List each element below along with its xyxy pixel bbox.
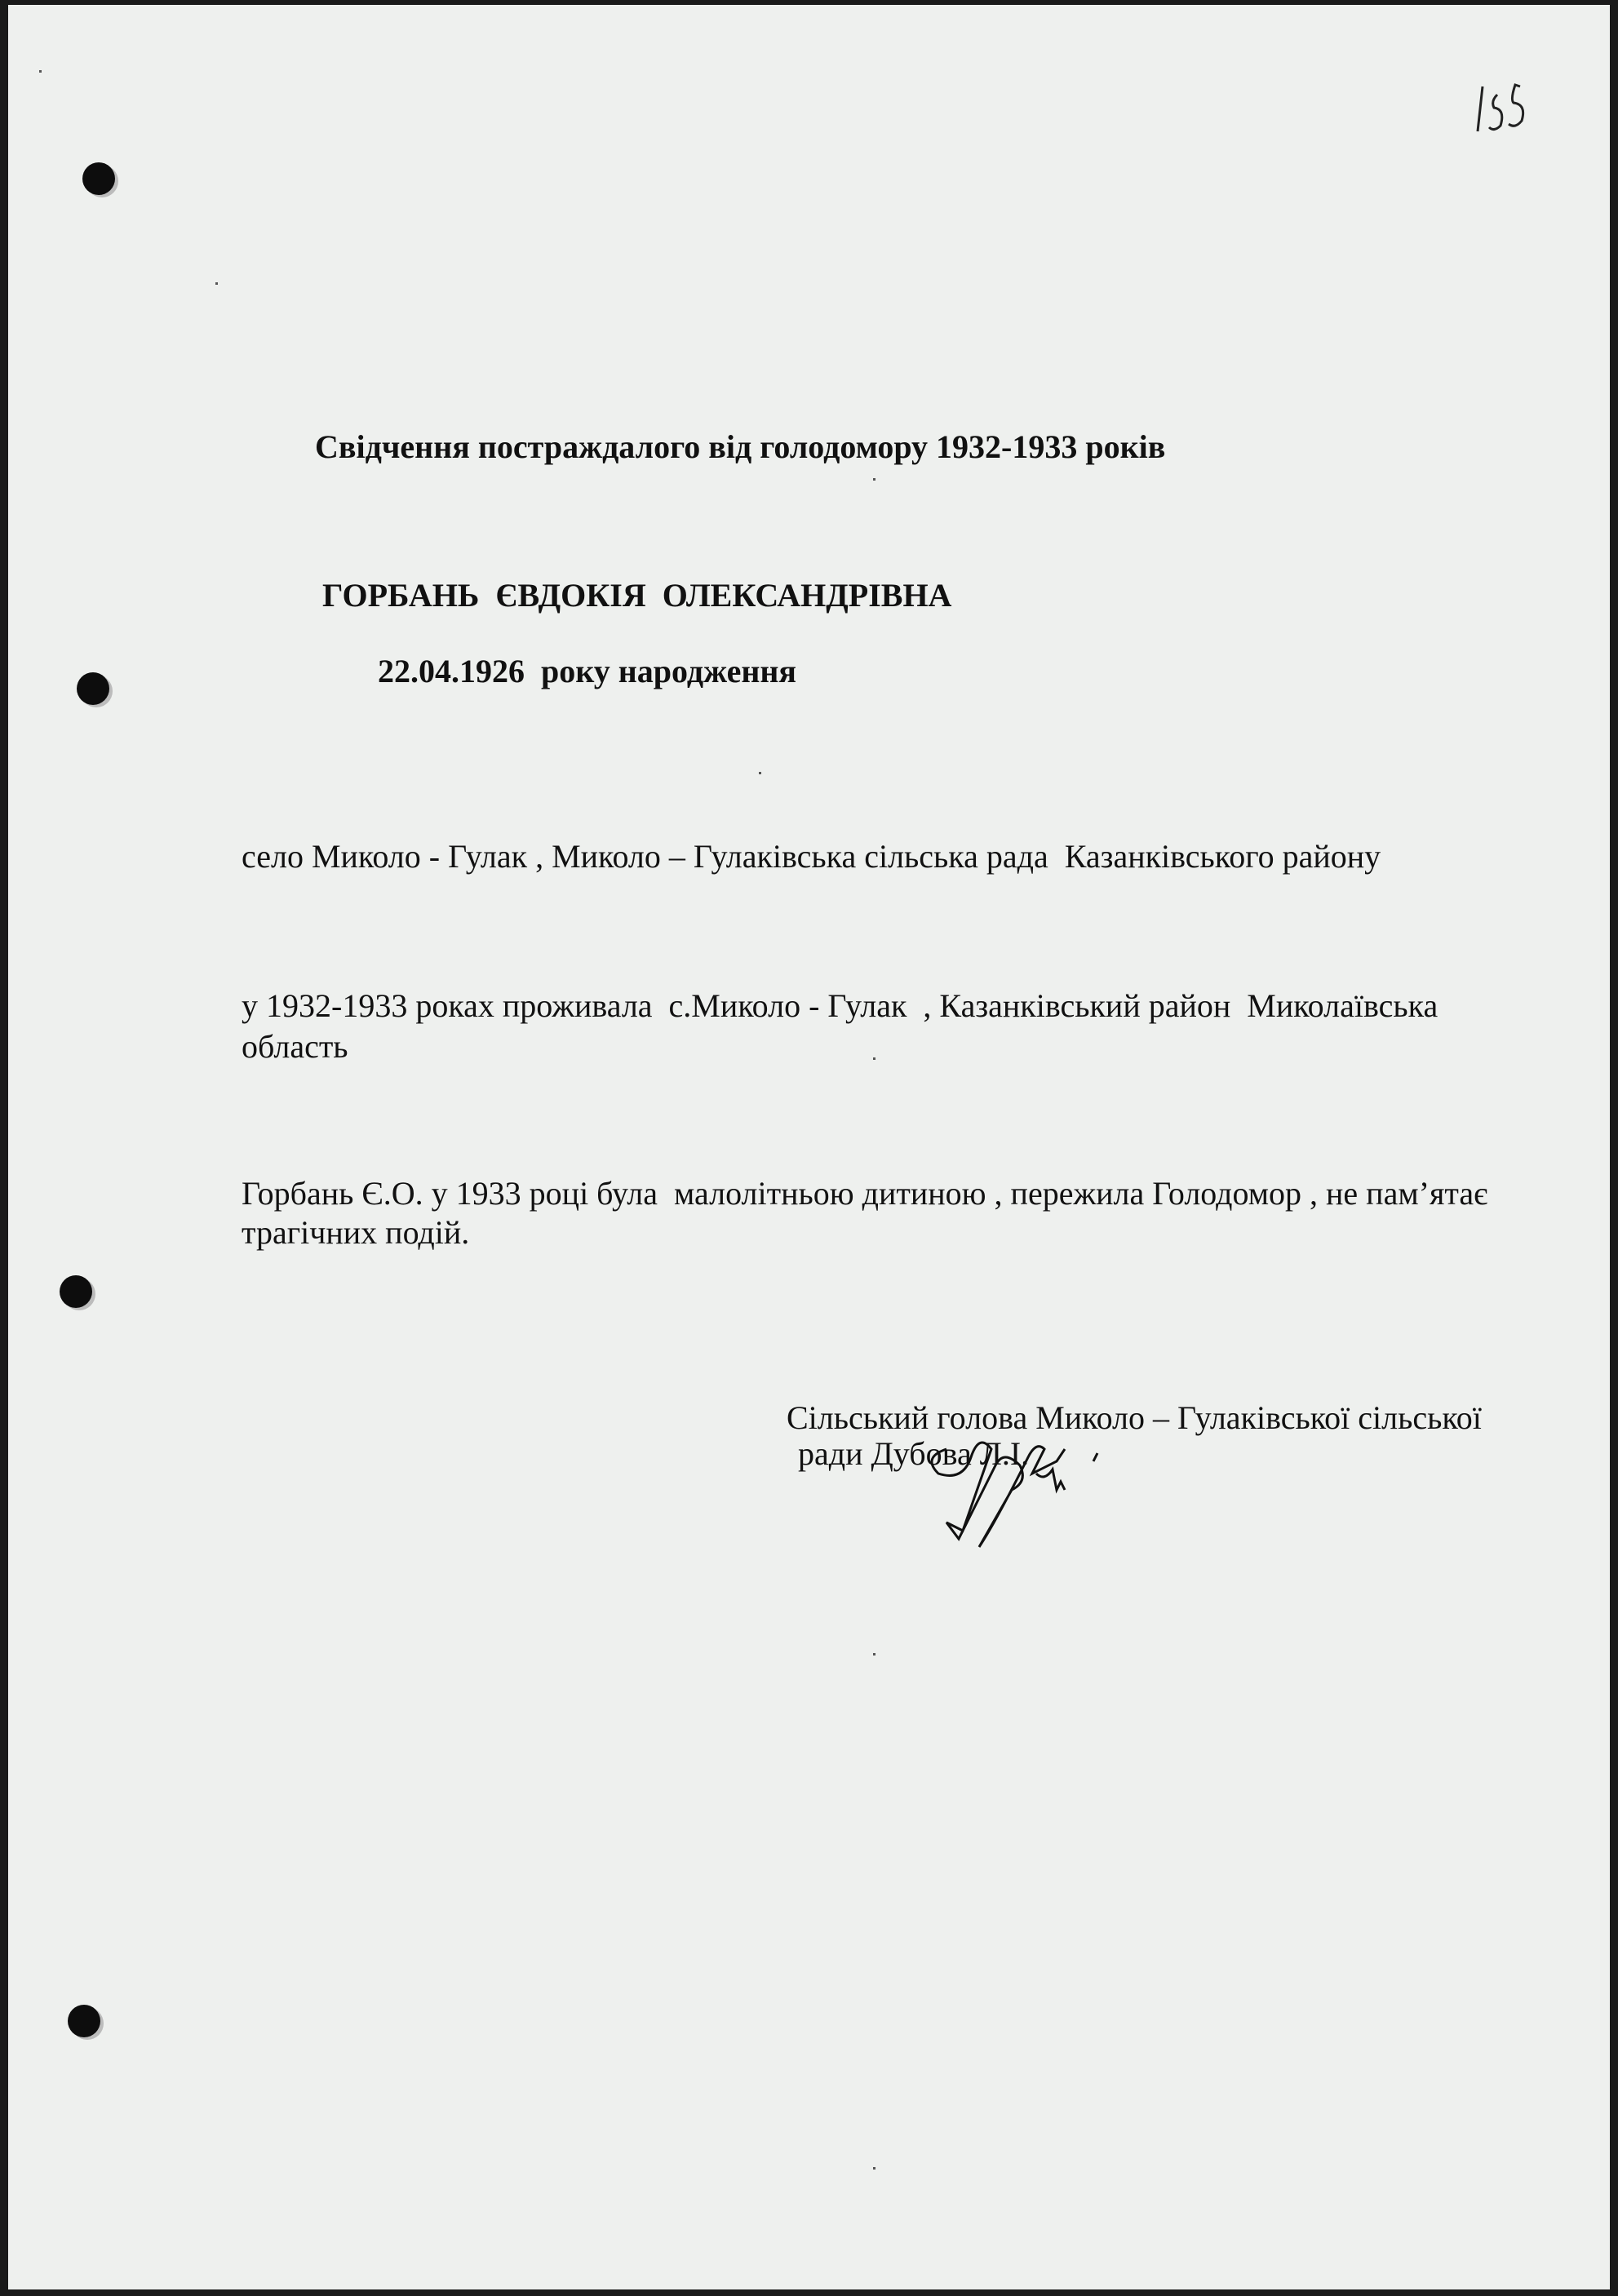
residence-line: область: [242, 1028, 348, 1065]
birth-date: 22.04.1926 року народження: [378, 653, 797, 689]
document-title: Свідчення постраждалого від голодомору 1932-1933 років: [315, 428, 1166, 465]
scan-speck: [215, 282, 218, 285]
handwritten-page-number: [1473, 62, 1546, 144]
punch-hole: [68, 2005, 100, 2037]
punch-hole: [77, 672, 109, 705]
person-name: ГОРБАНЬ ЄВДОКІЯ ОЛЕКСАНДРІВНА: [322, 577, 952, 614]
handwritten-signature: [914, 1425, 1126, 1555]
scan-speck: [873, 1057, 875, 1060]
scan-speck: [759, 772, 761, 774]
signatory-name: ради Дубова Л.І.: [798, 1435, 1030, 1472]
scan-speck: [39, 70, 42, 73]
document-page: [8, 5, 1610, 2289]
testimony-line: трагічних подій.: [242, 1214, 470, 1251]
scan-speck: [873, 1653, 875, 1656]
testimony-line: Горбань Є.О. у 1933 році була малолітньою дитиною , пережила Голодомор , не пам’ятає: [242, 1175, 1488, 1212]
punch-hole: [60, 1275, 92, 1308]
scan-speck: [873, 478, 875, 481]
village-line: село Миколо - Гулак , Миколо – Гулаківська сільська рада Казанківського району: [242, 838, 1381, 875]
residence-line: у 1932-1933 роках проживала с.Миколо - Гулак , Казанківський район Миколаївська: [242, 987, 1438, 1024]
punch-hole: [82, 162, 115, 195]
signatory-title: Сільський голова Миколо – Гулаківської сільської: [787, 1399, 1482, 1436]
scan-speck: [873, 2167, 875, 2170]
